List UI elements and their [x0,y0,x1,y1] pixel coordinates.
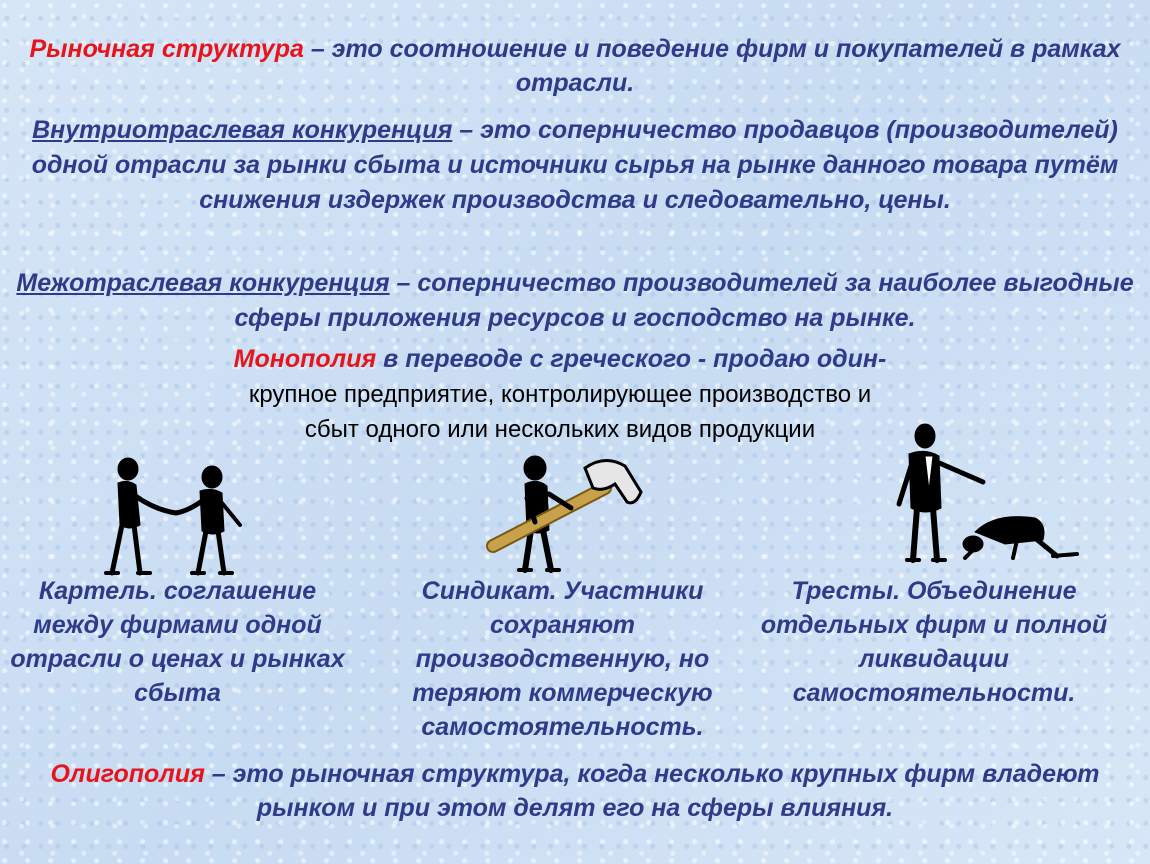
oligopoly-definition: – это рыночная структура, когда несколько крупных фирм владеют рынком и при этом делят его на сферы влияния. [204,760,1100,822]
hammer-carrier-icon [485,448,650,578]
oligopoly-paragraph [25,757,1125,825]
monopoly-heading [140,342,980,376]
monopoly-lead: в переводе с греческого - продаю один- [376,345,887,373]
intra-competition-term: Внутриотраслевая конкуренция [32,116,453,144]
dominant-submissive-figures-icon [885,420,1085,570]
market-structure-paragraph [10,32,1140,100]
market-structure-term: Рыночная структура [29,35,304,63]
monopoly-definition-line2: сбыт одного или нескольких видов продукции [304,416,816,443]
syndicate-description: Синдикат. Участники сохраняют производственную, но теряют коммерческую самостоятельность. [412,577,713,741]
monopoly-term: Монополия [233,345,377,373]
intra-competition-definition: – это соперничество продавцов (производителей) одной отрасли за рынки сбыта и источники сырья на рынке данного товара путём снижения издержек производства и следовательно, цены. [31,116,1119,214]
market-structure-definition: – это соотношение и поведение фирм и покупателей в рамках отрасли. [303,35,1121,97]
monopoly-definition-line1: крупное предприятие, контролирующее производство и [248,381,872,408]
intra-competition-paragraph [10,113,1140,218]
handshake-figures-icon [100,455,260,580]
cartel-description: Картель. соглашение между фирмами одной отрасли о ценах и рынках сбыта [10,577,345,707]
inter-competition-term: Межотраслевая конкуренция [16,269,390,297]
trusts-description: Тресты. Объединение отдельных фирм и полной ликвидации самостоятельности. [760,577,1108,707]
inter-competition-paragraph [10,266,1140,336]
oligopoly-term: Олигополия [50,760,205,788]
inter-competition-definition: – соперничество производителей за наиболее выгодные сферы приложения ресурсов и господство на рынке. [234,269,1134,332]
